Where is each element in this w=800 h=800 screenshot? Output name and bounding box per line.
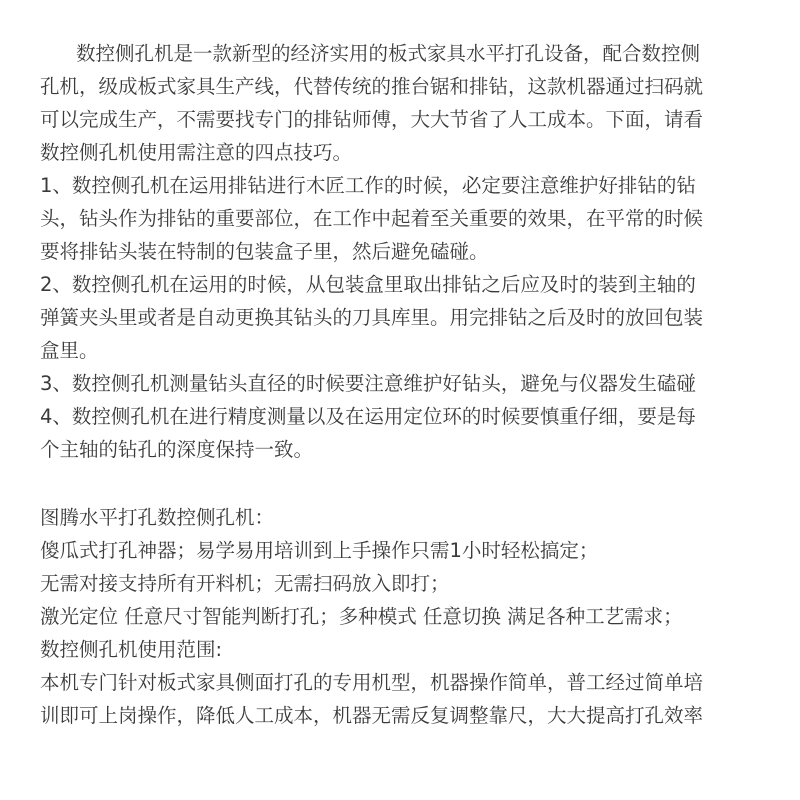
features-heading: 图腾水平打孔数控侧孔机：	[40, 506, 275, 529]
intro-line: 数控侧孔机是一款新型的经济实用的板式家具水平打孔设备，配合数控侧	[76, 42, 701, 65]
tip-line: 4、数控侧孔机在进行精度测量以及在运用定位环的时候要慎重仔细，要是每	[40, 405, 696, 428]
tip-line: 头，钻头作为排钻的重要部位，在工作中起着至关重要的效果，在平常的时候	[40, 207, 704, 230]
feature-item: 无需对接支持所有开料机；无需扫码放入即打；	[40, 572, 450, 595]
intro-line: 孔机，级成板式家具生产线，代替传统的推台锯和排钻，这款机器通过扫码就	[40, 75, 704, 98]
tip-line: 1、数控侧孔机在运用排钻进行木匠工作的时候，必定要注意维护好排钻的钻	[40, 174, 696, 197]
feature-item: 激光定位 任意尺寸智能判断打孔；多种模式 任意切换 满足各种工艺需求；	[40, 605, 683, 628]
intro-line: 可以完成生产，不需要找专门的排钻师傅，大大节省了人工成本。下面，请看	[40, 108, 704, 131]
intro-line: 数控侧孔机使用需注意的四点技巧。	[40, 141, 353, 164]
tip-line: 3、数控侧孔机测量钻头直径的时候要注意维护好钻头，避免与仪器发生磕碰	[40, 372, 696, 395]
tip-line: 盒里。	[40, 339, 99, 362]
tip-line: 个主轴的钻孔的深度保持一致。	[40, 438, 314, 461]
scope-line: 本机专门针对板式家具侧面打孔的专用机型，机器操作简单，普工经过简单培	[40, 671, 704, 694]
feature-item: 傻瓜式打孔神器；易学易用培训到上手操作只需1小时轻松搞定；	[40, 539, 599, 562]
tip-line: 要将排钻头装在特制的包装盒子里，然后避免磕碰。	[40, 240, 489, 263]
scope-heading: 数控侧孔机使用范围:	[40, 638, 223, 661]
tip-line: 2、数控侧孔机在运用的时候，从包装盒里取出排钻之后应及时的装到主轴的	[40, 273, 696, 296]
tip-line: 弹簧夹头里或者是自动更换其钻头的刀具库里。用完排钻之后及时的放回包装	[40, 306, 704, 329]
scope-line: 训即可上岗操作，降低人工成本，机器无需反复调整靠尺，大大提高打孔效率	[40, 704, 704, 727]
